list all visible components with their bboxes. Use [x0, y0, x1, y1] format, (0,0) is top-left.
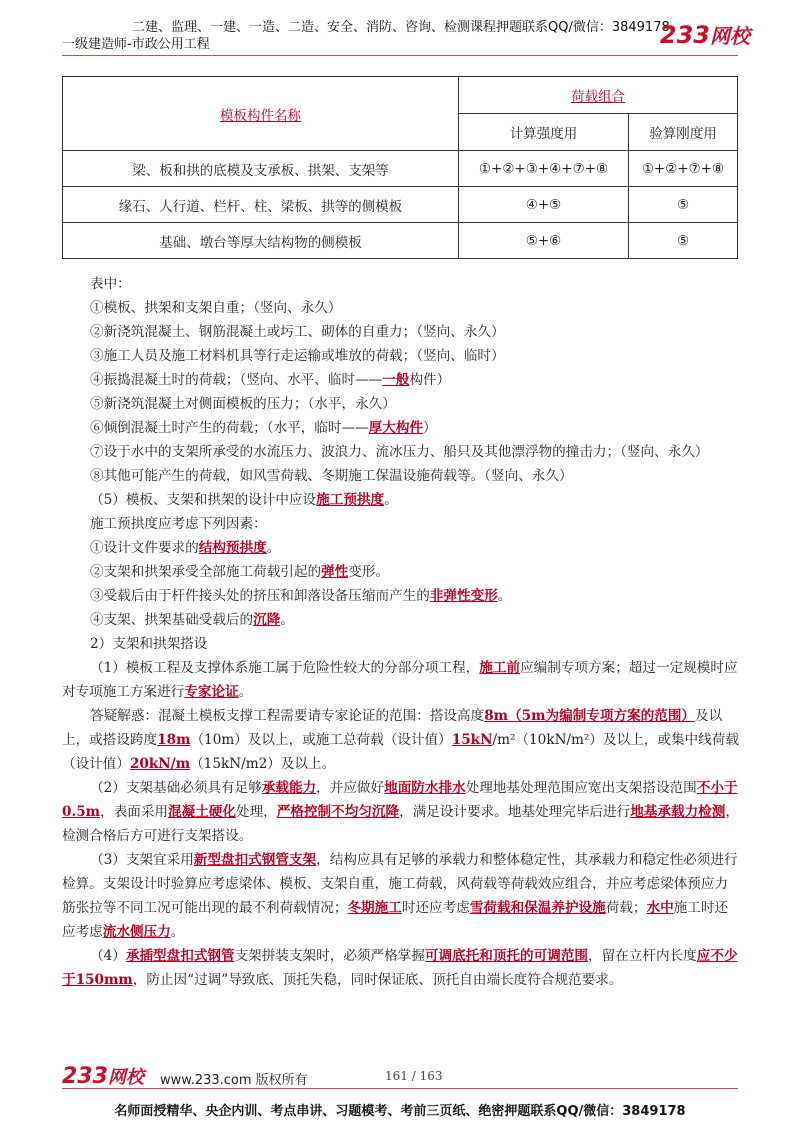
table-header-group: 荷载组合 — [459, 77, 738, 114]
section-heading: 2）支架和拱架搭设 — [90, 636, 208, 652]
header-subject: 一级建造师-市政公用工程 — [62, 37, 210, 52]
paragraph: 答疑解惑：混凝土模板支撑工程需要请专家论证的范围：搭设高度8m（5m为编制专项方案的范围）及以上，或搭设跨度18m（10m）及以上，或施工总荷载（设计值）15kN/m²（10kN/m²）及以上，或集中线荷载（设计值）20kN/m（15kN/m2）及以上。 — [62, 708, 739, 772]
table-cell-stiffness: ①+②+⑦+⑧ — [629, 151, 738, 187]
page-number: 161 / 163 — [385, 1069, 443, 1083]
table-header-stiffness: 验算刚度用 — [629, 114, 738, 151]
paragraph: ②新浇筑混凝土、钢筋混凝土或圬工、砌体的自重力；（竖向、永久） — [90, 324, 505, 340]
table-header-strength: 计算强度用 — [459, 114, 629, 151]
table-cell-name: 基础、墩台等厚大结构物的侧模板 — [63, 223, 459, 259]
table-cell-stiffness: ⑤ — [629, 187, 738, 223]
table-cell-strength: ④+⑤ — [459, 187, 629, 223]
table-row — [63, 223, 738, 259]
document-body — [62, 272, 740, 992]
footer-copyright: www.233.com 版权所有 — [160, 1073, 308, 1088]
table-row — [63, 151, 738, 187]
paragraph: （4）承插型盘扣式钢管支架拼装支架时，必须严格掌握可调底托和顶托的可调范围，留在立杆内长度应不少于150mm，防止因“过调”导致底、顶托失稳，同时保证底、顶托自由端长度符合规范要求。 — [62, 948, 738, 988]
paragraph: ⑧其他可能产生的荷载，如风雪荷载、冬期施工保温设施荷载等。（竖向、永久） — [90, 468, 573, 484]
table-header-name: 模板构件名称 — [63, 77, 459, 151]
header-promo-text: 二建、监理、一建、一造、二造、安全、消防、咨询、检测课程押题联系QQ/微信：3849178 — [132, 20, 670, 35]
footer-divider — [62, 1088, 738, 1089]
paragraph: ②支架和拱架承受全部施工荷载引起的弹性变形。 — [90, 564, 390, 580]
paragraph: ④振捣混凝土时的荷载；（竖向、水平、临时——一般构件） — [90, 372, 451, 388]
paragraph: ③施工人员及施工材料机具等行走运输或堆放的荷载；（竖向、临时） — [90, 348, 505, 364]
paragraph: 表中： — [90, 276, 131, 292]
footer-logo — [62, 1063, 144, 1089]
paragraph: ⑥倾倒混凝土时产生的荷载；（水平，临时——厚大构件） — [90, 420, 437, 436]
table-cell-strength: ①+②+③+④+⑦+⑧ — [459, 151, 629, 187]
table-cell-name: 梁、板和拱的底模及支承板、拱架、支架等 — [63, 151, 459, 187]
paragraph: ③受载后由于杆件接头处的挤压和卸落设备压缩而产生的非弹性变形。 — [90, 588, 512, 604]
paragraph: （3）支架宜采用新型盘扣式钢管支架，结构应具有足够的承载力和整体稳定性，其承载力和稳定性必须进行检算。支架设计时验算应考虑梁体、模板、支架自重，施工荷载，风荷载等荷载效应组合，并应考虑梁体预应力筋张拉等不同工况可能出现的最不利荷载情况；冬期施工时还应考虑雪荷载和保温养护设施荷载；水中施工时还应考虑流水侧压力。 — [62, 852, 738, 940]
header-logo-cn: 网校 — [710, 24, 750, 48]
paragraph: ⑦设于水中的支架所承受的水流压力、波浪力、流冰压力、船只及其他漂浮物的撞击力；（竖向、永久） — [90, 444, 709, 460]
header-divider — [62, 55, 738, 56]
paragraph: 施工预拱度应考虑下列因素： — [90, 516, 267, 532]
paragraph: ①设计文件要求的结构预拱度。 — [90, 540, 281, 556]
paragraph: ④支架、拱架基础受载后的沉降。 — [90, 612, 294, 628]
paragraph: （5）模板、支架和拱架的设计中应设施工预拱度。 — [90, 492, 398, 508]
table-row — [63, 187, 738, 223]
load-combination-table — [62, 76, 738, 259]
paragraph: ①模板、拱架和支架自重；（竖向、永久） — [90, 300, 342, 316]
paragraph: ⑤新浇筑混凝土对侧面模板的压力；（水平，永久） — [90, 396, 396, 412]
paragraph: （1）模板工程及支撑体系施工属于危险性较大的分部分项工程，施工前应编制专项方案；超过一定规模时应对专项施工方案进行专家论证。 — [62, 660, 738, 700]
footer-logo-cn: 网校 — [107, 1067, 144, 1088]
table-cell-stiffness: ⑤ — [629, 223, 738, 259]
header-logo — [660, 20, 750, 49]
table-cell-name: 缘石、人行道、栏杆、柱、梁板、拱等的侧模板 — [63, 187, 459, 223]
footer-promo-text: 名师面授精华、央企内训、考点串讲、习题模考、考前三页纸、绝密押题联系QQ/微信：3849178 — [114, 1104, 686, 1119]
paragraph: （2）支架基础必须具有足够承载能力，并应做好地面防水排水处理地基处理范围应宽出支架搭设范围不小于0.5m，表面采用混凝土硬化处理，严格控制不均匀沉降，满足设计要求。地基处理完毕后进行地基承载力检测，检测合格后方可进行支架搭设。 — [62, 780, 739, 844]
header-logo-num: 233 — [659, 21, 710, 49]
table-cell-strength: ⑤+⑥ — [459, 223, 629, 259]
footer-logo-num: 233 — [62, 1064, 108, 1089]
